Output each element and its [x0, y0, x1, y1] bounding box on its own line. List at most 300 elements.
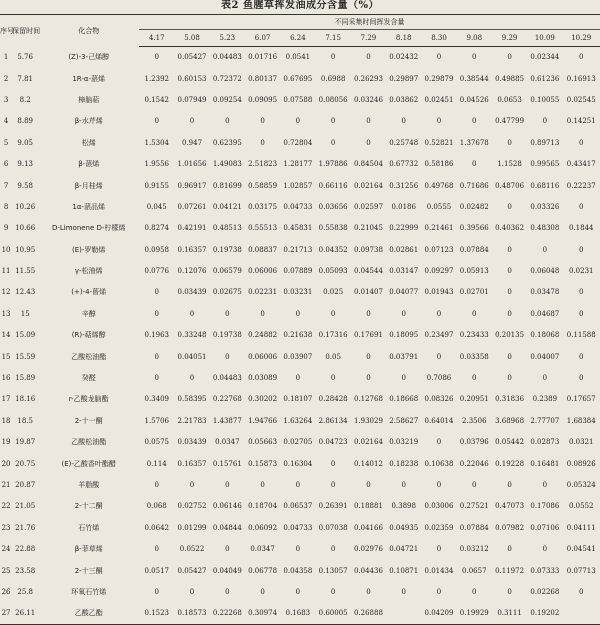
- table-row: [0, 367, 600, 388]
- content-value: 0.0186: [391, 202, 416, 211]
- compound-name: 乙酸松油酯: [71, 352, 107, 361]
- row-number: 18: [1, 416, 11, 425]
- content-value: 0.04844: [212, 523, 242, 532]
- content-value: 0.18107: [283, 395, 313, 404]
- content-value: 0.947: [182, 138, 203, 147]
- content-value: 0.12076: [177, 267, 207, 276]
- content-value: 0.10638: [424, 459, 454, 468]
- header-date: 8.30: [421, 30, 456, 47]
- content-value: 0.18704: [248, 502, 278, 511]
- content-value: 0.05093: [318, 267, 348, 276]
- content-value: 0.19929: [457, 603, 492, 624]
- content-value: 3.68968: [495, 416, 525, 425]
- content-value: 0.0541: [285, 53, 311, 62]
- content-value: 0.03907: [283, 352, 313, 361]
- compound-name: 乙酸乙酯: [38, 603, 139, 624]
- content-value: 0.068: [146, 502, 167, 511]
- content-value: 0.02597: [353, 202, 383, 211]
- content-value: 0.04352: [318, 245, 348, 254]
- content-value: 0.26888: [351, 603, 386, 624]
- row-number: 20: [1, 459, 11, 468]
- row-number: 11: [1, 267, 11, 276]
- compound-name: 1R-α-蒎烯: [72, 74, 106, 83]
- content-value: 0.02359: [424, 523, 454, 532]
- content-value: 0.16481: [530, 459, 560, 468]
- compound-name: 松烯: [81, 138, 96, 147]
- content-value: 0.18573: [174, 603, 209, 624]
- retention-time: 15.89: [15, 374, 36, 383]
- content-value: 0.03791: [389, 352, 419, 361]
- content-value: 0: [189, 309, 195, 318]
- compound-name: β-水芹烯: [74, 117, 103, 126]
- content-value: 0: [436, 352, 442, 361]
- content-value: 0.04166: [353, 523, 383, 532]
- content-value: 0.02344: [530, 53, 560, 62]
- content-value: 0.03089: [248, 374, 278, 383]
- retention-time: 20.75: [15, 459, 36, 468]
- row-number: 8: [3, 202, 9, 211]
- content-value: 0.0958: [144, 245, 169, 254]
- compound-name: (E)-罗勒烯: [71, 245, 106, 254]
- retention-time: 8.89: [17, 117, 33, 126]
- content-value: 0.48308: [530, 224, 560, 233]
- row-number: 21: [1, 481, 11, 489]
- content-value: 0: [436, 53, 442, 62]
- row-number: 22: [1, 502, 11, 511]
- content-value: 0: [579, 53, 584, 62]
- content-value: 0: [154, 352, 159, 361]
- content-value: 0.84504: [353, 160, 383, 169]
- content-value: 0.0552: [568, 502, 594, 511]
- content-value: 0.66116: [318, 181, 348, 190]
- content-value: 0: [154, 374, 159, 383]
- content-value: 0: [401, 374, 406, 383]
- content-value: 0.04526: [459, 95, 489, 104]
- row-number: 19: [1, 438, 11, 447]
- content-value: 0.58859: [248, 181, 278, 190]
- content-value: 1.02857: [283, 181, 313, 190]
- content-value: 0.68116: [530, 181, 560, 190]
- compound-name: γ-松油烯: [74, 267, 103, 276]
- content-value: 0.05427: [177, 566, 207, 575]
- content-value: 0.14251: [566, 117, 596, 126]
- content-value: 0.21713: [283, 245, 313, 254]
- content-value: 0.03175: [248, 202, 278, 211]
- content-value: 0.03147: [389, 267, 419, 276]
- content-value: 0: [579, 309, 584, 318]
- content-value: 0.14012: [353, 459, 383, 468]
- content-value: 0.17691: [353, 331, 383, 340]
- content-value: 0.06537: [283, 502, 313, 511]
- content-value: 0.07588: [283, 95, 313, 104]
- compound-name: β-菲草烯: [74, 545, 103, 554]
- content-value: 0.19738: [212, 331, 242, 340]
- content-value: 0.0517: [144, 566, 169, 575]
- table-row: [0, 538, 600, 559]
- content-value: 0: [507, 309, 512, 318]
- table-row: [0, 218, 600, 239]
- content-value: 0.02873: [530, 438, 560, 447]
- content-value: 0.03246: [353, 95, 383, 104]
- content-value: 0.58395: [177, 395, 207, 404]
- retention-time: 15.09: [15, 331, 36, 340]
- content-value: 0.02231: [248, 288, 278, 297]
- content-value: 0.72804: [283, 138, 313, 147]
- content-value: 0.0642: [144, 523, 169, 532]
- table-row: [0, 47, 600, 68]
- content-value: 0.05442: [495, 438, 525, 447]
- table-body: [0, 47, 600, 625]
- content-value: 0.17316: [318, 331, 348, 340]
- content-value: 0.26293: [353, 74, 383, 83]
- content-value: 0: [507, 267, 512, 276]
- content-value: 0: [401, 587, 406, 596]
- content-value: 0.18068: [530, 331, 560, 340]
- content-value: 0: [436, 545, 442, 554]
- content-value: 0.04483: [212, 374, 242, 383]
- content-value: 1.01656: [177, 160, 207, 169]
- table-row: [0, 389, 600, 410]
- table-row: [0, 282, 600, 303]
- content-value: 0.11972: [495, 566, 525, 575]
- content-value: 0.06006: [248, 352, 278, 361]
- content-value: 0.15873: [248, 459, 278, 468]
- content-value: 0.07949: [177, 95, 207, 104]
- content-value: 0: [507, 138, 512, 147]
- compound-name: 石竹烯: [78, 523, 100, 532]
- content-value: 0.58186: [424, 160, 454, 169]
- content-value: 0.28428: [318, 395, 348, 404]
- retention-time: 11.55: [15, 267, 36, 276]
- content-value: 0: [189, 587, 195, 596]
- content-value: 0.22237: [566, 181, 596, 190]
- content-value: 1.5304: [144, 138, 169, 147]
- content-value: 0.025: [323, 288, 344, 297]
- retention-time: 20.87: [15, 481, 36, 489]
- content-value: 0.03006: [424, 502, 454, 511]
- table-row: [0, 111, 600, 132]
- table-row: [0, 410, 600, 431]
- content-value: 0.0653: [497, 95, 522, 104]
- row-number: 9: [3, 224, 9, 233]
- content-value: 0.06006: [248, 267, 278, 276]
- content-value: 0.04051: [177, 352, 207, 361]
- content-value: 0: [366, 374, 371, 383]
- retention-time: 18.5: [17, 416, 33, 425]
- row-number: 23: [1, 523, 11, 532]
- content-value: 0.40362: [495, 224, 525, 233]
- content-value: 0.16304: [283, 459, 313, 468]
- content-value: 0: [401, 309, 406, 318]
- content-value: 0.96917: [177, 181, 207, 190]
- content-value: 0.45831: [283, 224, 313, 233]
- content-value: 0.22999: [389, 224, 419, 233]
- content-value: 0.3409: [144, 395, 169, 404]
- content-value: 0.1523: [139, 603, 174, 624]
- content-value: 1.5706: [144, 416, 169, 425]
- content-value: 0.04733: [283, 523, 313, 532]
- row-number: 13: [1, 309, 11, 318]
- content-value: 0: [507, 288, 512, 297]
- header-compound: 化合物: [38, 15, 139, 47]
- row-number: 15: [1, 352, 11, 361]
- compound-name: 2-十三酮: [74, 566, 103, 575]
- content-value: 0.0555: [426, 202, 452, 211]
- content-value: 0: [507, 53, 512, 62]
- content-value: 0: [260, 138, 265, 147]
- content-value: 0.04077: [389, 288, 419, 297]
- content-value: 0.17086: [530, 502, 560, 511]
- compound-name: (R)-萜烯醇: [71, 331, 106, 340]
- retention-time: 9.13: [17, 160, 33, 169]
- content-value: 0.21461: [424, 224, 454, 233]
- content-value: 0.04541: [566, 545, 596, 554]
- header-date: 5.23: [210, 30, 245, 47]
- content-value: 0.47799: [495, 117, 525, 126]
- content-value: 0: [472, 53, 477, 62]
- header-date: 10.09: [527, 30, 562, 47]
- table-row: [0, 453, 600, 474]
- table-row: [0, 603, 600, 624]
- content-value: 0.71686: [459, 181, 489, 190]
- content-value: 0.16357: [177, 459, 207, 468]
- content-value: 0.13057: [318, 566, 348, 575]
- header-date: 10.29: [562, 30, 600, 47]
- content-value: 0.55513: [248, 224, 278, 233]
- content-value: 0.3898: [391, 502, 416, 511]
- content-value: 0: [542, 245, 548, 254]
- content-value: 0: [330, 117, 336, 126]
- content-value: 0.01716: [248, 53, 278, 62]
- content-value: 0: [542, 481, 548, 489]
- retention-time: 10.95: [15, 245, 36, 254]
- content-value: 0.09254: [212, 95, 242, 104]
- content-value: 0.19738: [212, 245, 242, 254]
- content-value: 0.01407: [353, 288, 383, 297]
- content-value: 0.07884: [459, 523, 489, 532]
- content-value: 0: [260, 481, 265, 489]
- compound-name: 癸醛: [81, 374, 96, 383]
- compound-name: β-蒎烯: [78, 160, 100, 169]
- content-value: 0.04544: [353, 267, 383, 276]
- content-value: 0.05324: [566, 481, 596, 489]
- content-value: 0.0321: [568, 438, 594, 447]
- row-number: 5: [3, 138, 9, 147]
- table-row: [0, 153, 600, 174]
- table-row: [0, 175, 600, 196]
- content-value: 0: [189, 481, 195, 489]
- content-value: 0.04111: [566, 523, 596, 532]
- content-value: 0.03439: [177, 288, 207, 297]
- header-no: 序号: [0, 15, 12, 47]
- content-value: 0.1542: [144, 95, 169, 104]
- content-value: 0: [579, 374, 584, 383]
- content-value: 0: [154, 117, 159, 126]
- row-number: 25: [1, 566, 11, 575]
- content-value: 0.06579: [212, 267, 242, 276]
- compound-name: 1α-蒎品烯: [72, 202, 105, 211]
- content-value: 0.72372: [212, 74, 242, 83]
- content-value: 0: [366, 309, 371, 318]
- content-value: 0: [579, 202, 584, 211]
- header-time: 保留时间: [12, 15, 38, 47]
- content-value: 0: [472, 587, 477, 596]
- table-row: [0, 68, 600, 89]
- retention-time: 8.2: [19, 95, 31, 104]
- retention-time: 9.58: [17, 181, 33, 190]
- content-value: 0: [507, 352, 512, 361]
- content-value: 0: [366, 481, 371, 489]
- content-value: 0.05427: [177, 53, 207, 62]
- content-value: 0.04483: [212, 53, 242, 62]
- content-value: 0: [154, 288, 159, 297]
- content-value: 0.30974: [245, 603, 280, 624]
- content-value: 0: [330, 545, 336, 554]
- content-value: 0.10871: [389, 566, 419, 575]
- content-value: 0: [295, 309, 301, 318]
- compound-name: (Z)-3-己烯醇: [68, 53, 110, 62]
- content-value: 0.38544: [459, 74, 489, 83]
- content-value: 0.09738: [353, 245, 383, 254]
- table-title: 表2 鱼腥草挥发油成分含量（%）: [221, 0, 379, 11]
- content-value: 0: [225, 545, 230, 554]
- content-value: 0.01434: [424, 566, 454, 575]
- retention-time: 18.16: [15, 395, 36, 404]
- retention-time: 22.88: [15, 545, 36, 554]
- content-value: 0.47073: [495, 502, 525, 511]
- content-value: 0.23497: [424, 331, 454, 340]
- table-row: [0, 132, 600, 153]
- content-value: 0.06048: [530, 267, 560, 276]
- content-value: 0.22046: [459, 459, 489, 468]
- content-value: [562, 603, 600, 624]
- content-value: 0.67695: [283, 74, 313, 83]
- content-value: 0.6988: [320, 74, 346, 83]
- row-number: 14: [1, 331, 11, 340]
- content-value: 0.0657: [462, 566, 487, 575]
- content-value: 0: [472, 374, 477, 383]
- content-value: 0.04935: [389, 523, 419, 532]
- row-number: 26: [1, 587, 11, 596]
- content-value: 0.31836: [495, 395, 525, 404]
- content-value: 0: [225, 587, 230, 596]
- retention-time: 19.87: [15, 438, 36, 447]
- header-date: 4.17: [139, 30, 174, 47]
- compound-name: D-Limonene D-柠檬烯: [51, 224, 126, 233]
- compound-name: 环氧石竹烯: [71, 587, 107, 596]
- header-date: 8.18: [386, 30, 421, 47]
- content-value: 0.0776: [144, 267, 169, 276]
- content-value: 1.37678: [459, 138, 489, 147]
- content-value: 0.02164: [353, 438, 383, 447]
- content-value: 0: [507, 202, 512, 211]
- content-value: 0.03326: [530, 202, 560, 211]
- retention-time: 25.8: [17, 587, 33, 596]
- content-value: 0: [507, 245, 512, 254]
- content-value: 0: [330, 374, 336, 383]
- compound-name: 羊脂酸: [78, 481, 100, 489]
- content-value: 0.62395: [212, 138, 242, 147]
- content-value: 0.02701: [459, 288, 489, 297]
- content-value: 1.43877: [212, 416, 242, 425]
- content-value: 0.04723: [318, 438, 348, 447]
- retention-time: 9.05: [17, 138, 33, 147]
- content-value: 0: [472, 309, 477, 318]
- content-value: 0.52821: [424, 138, 454, 147]
- content-value: 0: [366, 53, 371, 62]
- content-value: 0.03478: [530, 288, 560, 297]
- content-value: 0: [507, 545, 512, 554]
- content-value: 0: [330, 138, 336, 147]
- content-value: 0.07123: [424, 245, 454, 254]
- table-row: [0, 560, 600, 581]
- table-row: [0, 196, 600, 217]
- content-value: 0.64014: [424, 416, 454, 425]
- content-value: 0.8274: [144, 224, 169, 233]
- compound-name: 2-十一酮: [74, 416, 103, 425]
- content-value: 0.02545: [566, 95, 596, 104]
- content-value: 0: [330, 459, 336, 468]
- retention-time: 23.58: [15, 566, 36, 575]
- row-number: 10: [1, 245, 11, 254]
- content-value: 0: [189, 374, 195, 383]
- content-value: 0: [225, 352, 230, 361]
- retention-time: 7.81: [17, 74, 33, 83]
- content-value: 0.02675: [212, 288, 242, 297]
- content-value: 0: [472, 160, 477, 169]
- header-date: 6.07: [245, 30, 280, 47]
- content-value: 0: [579, 352, 584, 361]
- content-value: 0.04687: [530, 309, 560, 318]
- content-value: 2.58627: [389, 416, 419, 425]
- table-row: [0, 496, 600, 517]
- content-value: 0.05: [325, 352, 341, 361]
- content-value: 0.07038: [318, 523, 348, 532]
- row-number: 3: [3, 95, 9, 104]
- content-value: 0.21045: [353, 224, 383, 233]
- content-value: 0.06146: [212, 502, 242, 511]
- content-value: 0: [579, 587, 584, 596]
- content-value: 0.2389: [532, 395, 558, 404]
- retention-time: 15.59: [15, 352, 36, 361]
- content-value: 0: [542, 545, 548, 554]
- content-value: 0: [366, 117, 371, 126]
- content-value: 0: [330, 587, 336, 596]
- content-value: 0.16357: [177, 245, 207, 254]
- content-value: 0: [330, 481, 336, 489]
- content-value: 0.04721: [389, 545, 419, 554]
- content-value: 0: [330, 53, 336, 62]
- content-value: 0.02164: [353, 181, 383, 190]
- content-value: 0.04121: [212, 202, 242, 211]
- content-value: 0.17657: [566, 395, 596, 404]
- content-value: 0.29879: [424, 74, 454, 83]
- retention-time: 5.76: [17, 53, 33, 62]
- content-value: 0.114: [146, 459, 167, 468]
- content-value: 0.04436: [353, 566, 383, 575]
- content-value: 0.02705: [283, 438, 313, 447]
- content-value: 0: [295, 545, 301, 554]
- table-row: [0, 432, 600, 453]
- content-value: 0.07106: [530, 523, 560, 532]
- table-row: [0, 325, 600, 346]
- content-value: 0.02432: [389, 53, 419, 62]
- content-value: 0.02268: [530, 587, 560, 596]
- content-value: 0: [401, 117, 406, 126]
- content-value: 0.04007: [530, 352, 560, 361]
- content-value: 0.1844: [568, 224, 594, 233]
- content-value: 0.24882: [248, 331, 278, 340]
